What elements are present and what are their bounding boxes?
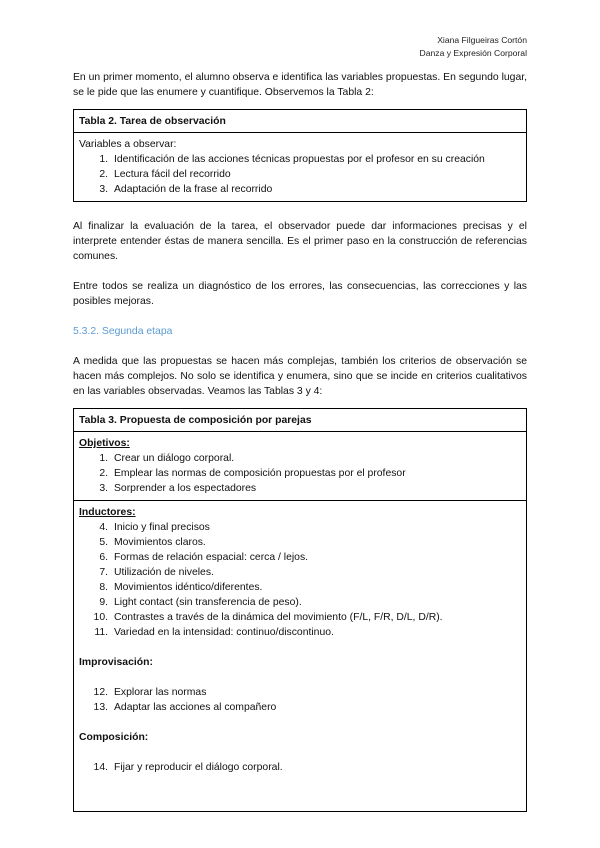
table-2-list [79,152,521,197]
objetivos-cell [74,432,526,500]
page-header [420,34,527,59]
page-body [73,70,527,812]
list-item: 5. Movimientos claros. [99,537,206,548]
list-item: 10. Contrastes a través de la dinámica del movimiento (F/L, F/R, D/L, D/R). [93,612,443,623]
list-item: 12. Explorar las normas [93,687,207,698]
list-item: 3. Adaptación de la frase al recorrido [99,184,273,195]
improvisacion-heading: Improvisación: [79,657,153,668]
intro-paragraph: En un primer momento, el alumno observa e identifica las variables propuestas. En segundo lugar, se le pide que las enumere y cuantifique. Observemos la Tabla 2: [73,72,527,98]
list-item: 8. Movimientos idéntico/diferentes. [99,582,263,593]
list-item: 9. Light contact (sin transferencia de peso). [99,597,302,608]
inductores-heading: Inductores: [79,507,136,518]
table-3-title: Tabla 3. Propuesta de composición por parejas [74,409,526,432]
list-item: 14. Fijar y reproducir el diálogo corporal. [93,762,283,773]
paragraph-diagnosis: Entre todos se realiza un diagnóstico de los errores, las consecuencias, las correcciones y las posibles mejoras. [73,281,527,307]
table-3 [73,408,527,812]
list-item: 11. Variedad en la intensidad: continuo/discontinuo. [94,627,334,638]
list-item: 1. Identificación de las acciones técnicas propuestas por el profesor en su creación [99,154,485,165]
header-subject: Danza y Expresión Corporal [419,47,527,58]
inductores-cell [74,500,526,811]
section-title: 5.3.2. Segunda etapa [73,326,173,337]
list-item: 3. Sorprender a los espectadores [99,483,257,494]
list-item: 13. Adaptar las acciones al compañero [93,702,277,713]
table-2-title: Tabla 2. Tarea de observación [74,110,526,133]
composicion-list [79,760,521,775]
table-2 [73,109,527,202]
paragraph-complexity: A medida que las propuestas se hacen más complejas, también los criterios de observación se hacen más complejos. No solo se identifica y enumera, sino que se incide en criterios cualitativos en las variables observadas. Veamos las Tablas 3 y 4: [73,356,527,397]
list-item: 6. Formas de relación espacial: cerca / lejos. [99,552,309,563]
list-item: 2. Emplear las normas de composición propuestas por el profesor [99,468,406,479]
improvisacion-list [79,685,521,715]
header-author: Xiana Filgueiras Cortón [437,35,527,45]
inductores-list [79,520,521,640]
composicion-heading: Composición: [79,732,149,743]
list-item: 1. Crear un diálogo corporal. [99,453,235,464]
objetivos-list [79,451,521,496]
table-2-lead: Variables a observar: [79,139,177,150]
list-item: 4. Inicio y final precisos [99,522,210,533]
objetivos-heading: Objetivos: [79,438,130,449]
paragraph-evaluation: Al finalizar la evaluación de la tarea, el observador puede dar informaciones precisas y el interprete entender éstas de manera sencilla. Es el primer paso en la construcción de referencias comunes. [73,221,527,262]
list-item: 7. Utilización de niveles. [99,567,214,578]
table-2-body [74,133,526,201]
list-item: 2. Lectura fácil del recorrido [99,169,231,180]
